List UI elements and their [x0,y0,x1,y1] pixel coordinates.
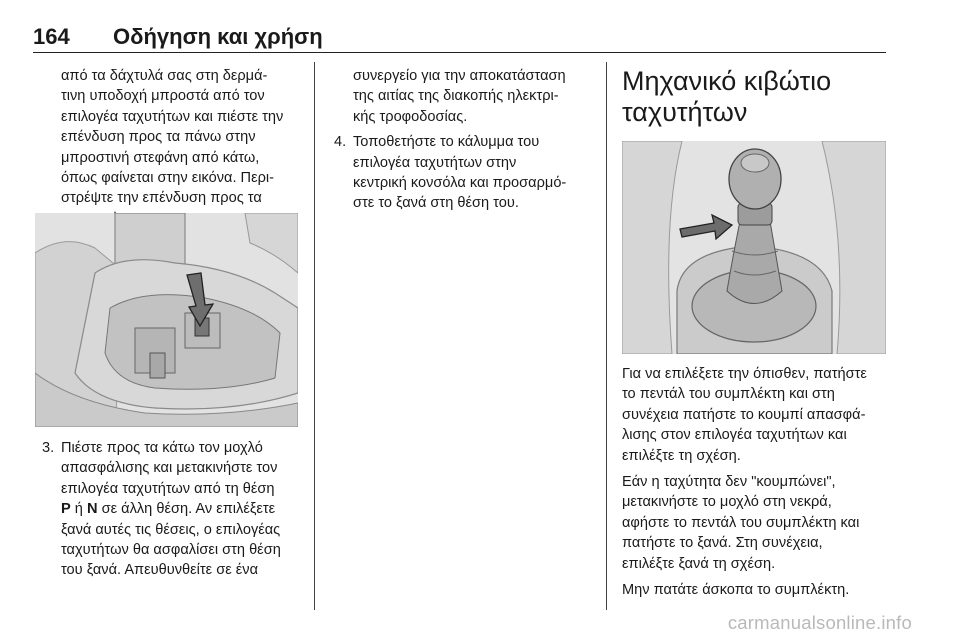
text-line: λισης στον επιλογέα ταχυτήτων και [622,427,847,444]
text-line: αφήστε το πεντάλ του συμπλέκτη και [622,514,860,531]
column-divider [314,62,315,610]
text-line: επιλέξτε τη σχέση. [622,447,741,464]
gear-position-p: P [61,501,71,518]
page-header [33,22,886,53]
page-number: 164 [33,24,70,49]
column-2 [334,66,596,214]
text-line: το πεντάλ του συμπλέκτη και στη [622,386,835,403]
column-divider [606,62,607,610]
manual-gearbox-illustration [622,141,886,354]
paragraph-reverse-gear [622,364,886,466]
text-line: μετακινήστε το μοχλό στη νεκρά, [622,494,832,511]
gear-selector-illustration [35,213,298,427]
text-line: Τοποθετήστε το κάλυμμα του [353,134,540,151]
text-line: στε το ξανά στη θέση του. [353,195,519,212]
text-line: της αιτίας της διακοπής ηλεκτρι- [353,88,559,105]
step-number: 4. [334,134,347,151]
section-title-line: ταχυτήτων [622,97,748,127]
gear-position-n: N [86,501,98,518]
text-line: Εάν η ταχύτητα δεν "κουμπώνει", [622,474,836,491]
section-title-line: Μηχανικό κιβώτιο [622,66,832,96]
chapter-title: Οδήγηση και χρήση [113,24,323,49]
text-line: κεντρική κονσόλα και προσαρμό- [353,175,567,192]
text-line: Πιέστε προς τα κάτω τον μοχλό [61,440,263,456]
text-line: Μην πατάτε άσκοπα το συμπλέκτη. [622,582,850,599]
continued-paragraph [334,66,596,127]
text-line: ξανά αυτές τις θέσεις, ο επιλογέας [61,521,281,538]
column-3 [622,66,886,128]
step-3 [42,438,304,581]
text-line: ταχυτήτων θα ασφαλίσει στη θέση [61,542,281,559]
text-line: κής τροφοδοσίας. [353,108,468,125]
step-number: 3. [42,440,55,456]
step-4 [334,132,596,214]
text-line: επιλογέα ταχυτήτων από τη θέση [61,480,275,497]
gear-knob-drawing [622,141,886,354]
column-3-text [622,364,886,600]
text-fragment: σε άλλη θέση. Αν επιλέξετε [97,501,276,518]
text-line: Για να επιλέξετε την όπισθεν, πατήστε [622,366,867,382]
text-line: επιλογέα ταχυτήτων στην [353,154,517,171]
text-line: πατήστε το ξανά. Στη συνέχεια, [622,535,823,552]
text-line: συνεργείο για την αποκατάσταση [353,68,566,84]
text-line: στρέψτε την επένδυση προς τα [61,190,262,207]
text-line [61,499,304,519]
text-line: επένδυση προς τα πάνω στην [61,129,256,146]
text-line: επιλογέα ταχυτήτων και πιέστε την [61,108,284,125]
text-fragment: ή [70,501,87,518]
text-line: μπροστινή στεφάνη από κάτω, [61,149,260,166]
text-line: από τα δάχτυλά σας στη δερμά- [61,68,268,84]
gear-selector-drawing [35,213,298,427]
text-line: επιλέξτε ξανά τη σχέση. [622,555,776,572]
text-line: απασφάλισης και μετακινήστε τον [61,460,278,477]
text-line: συνέχεια πατήστε το κουμπί απασφά- [622,406,866,423]
watermark: carmanualsonline.info [727,612,912,633]
section-title [622,66,886,128]
paragraph-gear-not-engaging [622,472,886,574]
text-line: τινη υποδοχή μπροστά από τον [61,88,265,105]
column-1-paragraph [42,66,304,229]
paragraph-clutch-warning [622,580,886,600]
text-line: όπως φαίνεται στην εικόνα. Περι- [61,170,275,187]
text-line: του ξανά. Απευθυνθείτε σε ένα [61,562,259,579]
